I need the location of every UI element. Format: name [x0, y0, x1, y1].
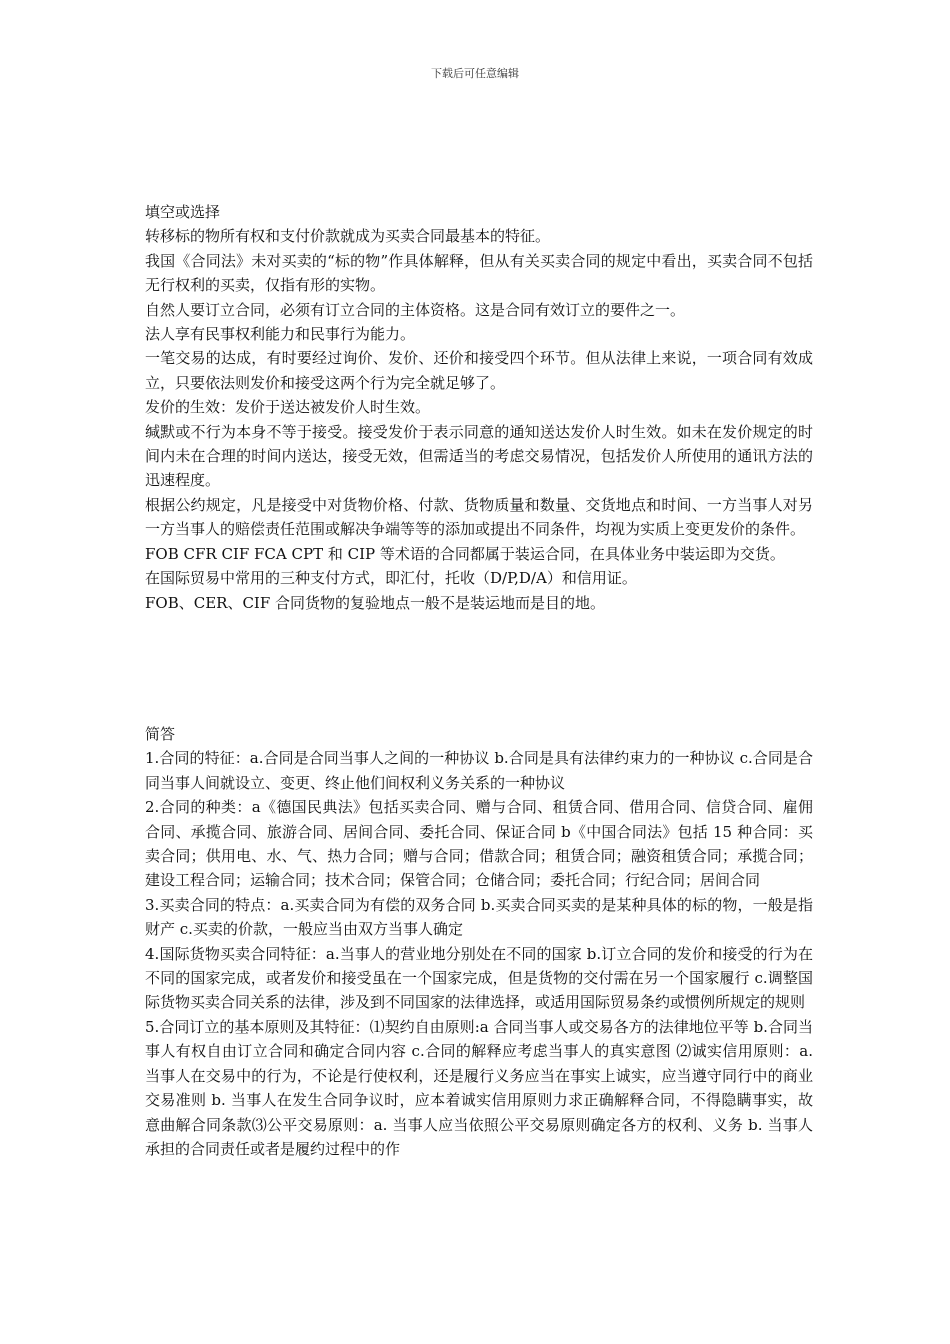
paragraph: FOB CFR CIF FCA CPT 和 CIP 等术语的合同都属于装运合同，在具体业务中装运即为交货。 — [145, 544, 785, 563]
section-fill-in-or-choice — [145, 200, 813, 615]
paragraph: 在国际贸易中常用的三种支付方式，即汇付，托收（D/P,D/A）和信用证。 — [145, 569, 637, 588]
paragraph: 缄默或不行为本身不等于接受。接受发价于表示同意的通知送达发价人时生效。如未在发价规定的时间内未在合理的时间内送达，接受无效，但需适当的考虑交易情况，包括发价人所使用的通讯方法的迅速程度。 — [145, 422, 813, 490]
paragraph: 3.买卖合同的特点：a.买卖合同为有偿的双务合同 b.买卖合同买卖的是某种具体的标的物，一般是指财产 c.买卖的价款，一般应当由双方当事人确定 — [145, 895, 813, 939]
paragraph: FOB、CER、CIF 合同货物的复验地点一般不是装运地而是目的地。 — [145, 593, 606, 612]
section-heading: 填空或选择 — [145, 203, 221, 221]
paragraph: 发价的生效：发价于送达被发价人时生效。 — [145, 398, 431, 417]
section-heading: 简答 — [145, 725, 176, 743]
paragraph: 2.合同的种类：a《德国民典法》包括买卖合同、赠与合同、租赁合同、借用合同、信贷合同、雇佣合同、承揽合同、旅游合同、居间合同、委托合同、保证合同 b《中国合同法》包括 15 种合同：买卖合同；供用电、水、气、热力合同；赠与合同；借款合同；租赁合同；融资租赁合同；承揽合同；建设工程合同；运输合同；技术合同；保管合同；仓储合同；委托合同；行纪合同；居间合同 — [145, 798, 813, 890]
page-header: 下载后可任意编辑 — [431, 67, 519, 80]
section-short-answer — [145, 722, 813, 1161]
paragraph: 法人享有民事权利能力和民事行为能力。 — [145, 325, 416, 344]
paragraph: 我国《合同法》未对买卖的“标的物”作具体解释，但从有关买卖合同的规定中看出，买卖合同不包括无行权利的买卖，仅指有形的实物。 — [145, 251, 813, 295]
paragraph: 转移标的物所有权和支付价款就成为买卖合同最基本的特征。 — [145, 227, 551, 246]
paragraph: 1.合同的特征：a.合同是合同当事人之间的一种协议 b.合同是具有法律约束力的一种协议 c.合同是合同当事人间就设立、变更、终止他们间权利义务关系的一种协议 — [145, 749, 813, 792]
paragraph: 根据公约规定，凡是接受中对货物价格、付款、货物质量和数量、交货地点和时间、一方当事人对另一方当事人的赔偿责任范围或解决争端等等的添加或提出不同条件，均视为实质上变更发价的条件。 — [145, 495, 813, 539]
paragraph: 5.合同订立的基本原则及其特征：⑴契约自由原则:a 合同当事人或交易各方的法律地位平等 b.合同当事人有权自由订立合同和确定合同内容 c.合同的解释应考虑当事人的真实意图 ⑵诚实信用原则：a. 当事人在交易中的行为，不论是行使权利，还是履行义务应当在事实上诚实，应当遵守同行中的商业交易准则 b. 当事人在发生合同争议时，应本着诚实信用原则力求正确解释合同，不得隐瞒事实，故意曲解合同条款⑶公平交易原则：a. 当事人应当依照公平交易原则确定各方的权利、义务 b. 当事人承担的合同责任或者是履约过程中的作 — [145, 1017, 813, 1158]
paragraph: 自然人要订立合同，必须有订立合同的主体资格。这是合同有效订立的要件之一。 — [145, 300, 686, 319]
paragraph: 一笔交易的达成，有时要经过询价、发价、还价和接受四个环节。但从法律上来说，一项合同有效成立，只要依法则发价和接受这两个行为完全就足够了。 — [145, 349, 813, 392]
paragraph: 4.国际货物买卖合同特征：a.当事人的营业地分别处在不同的国家 b.订立合同的发价和接受的行为在不同的国家完成，或者发价和接受虽在一个国家完成，但是货物的交付需在另一个国家履行 c.调整国际货物买卖合同关系的法律，涉及到不同国家的法律选择，或适用国际贸易条约或惯例所规定的规则 — [145, 944, 813, 1012]
